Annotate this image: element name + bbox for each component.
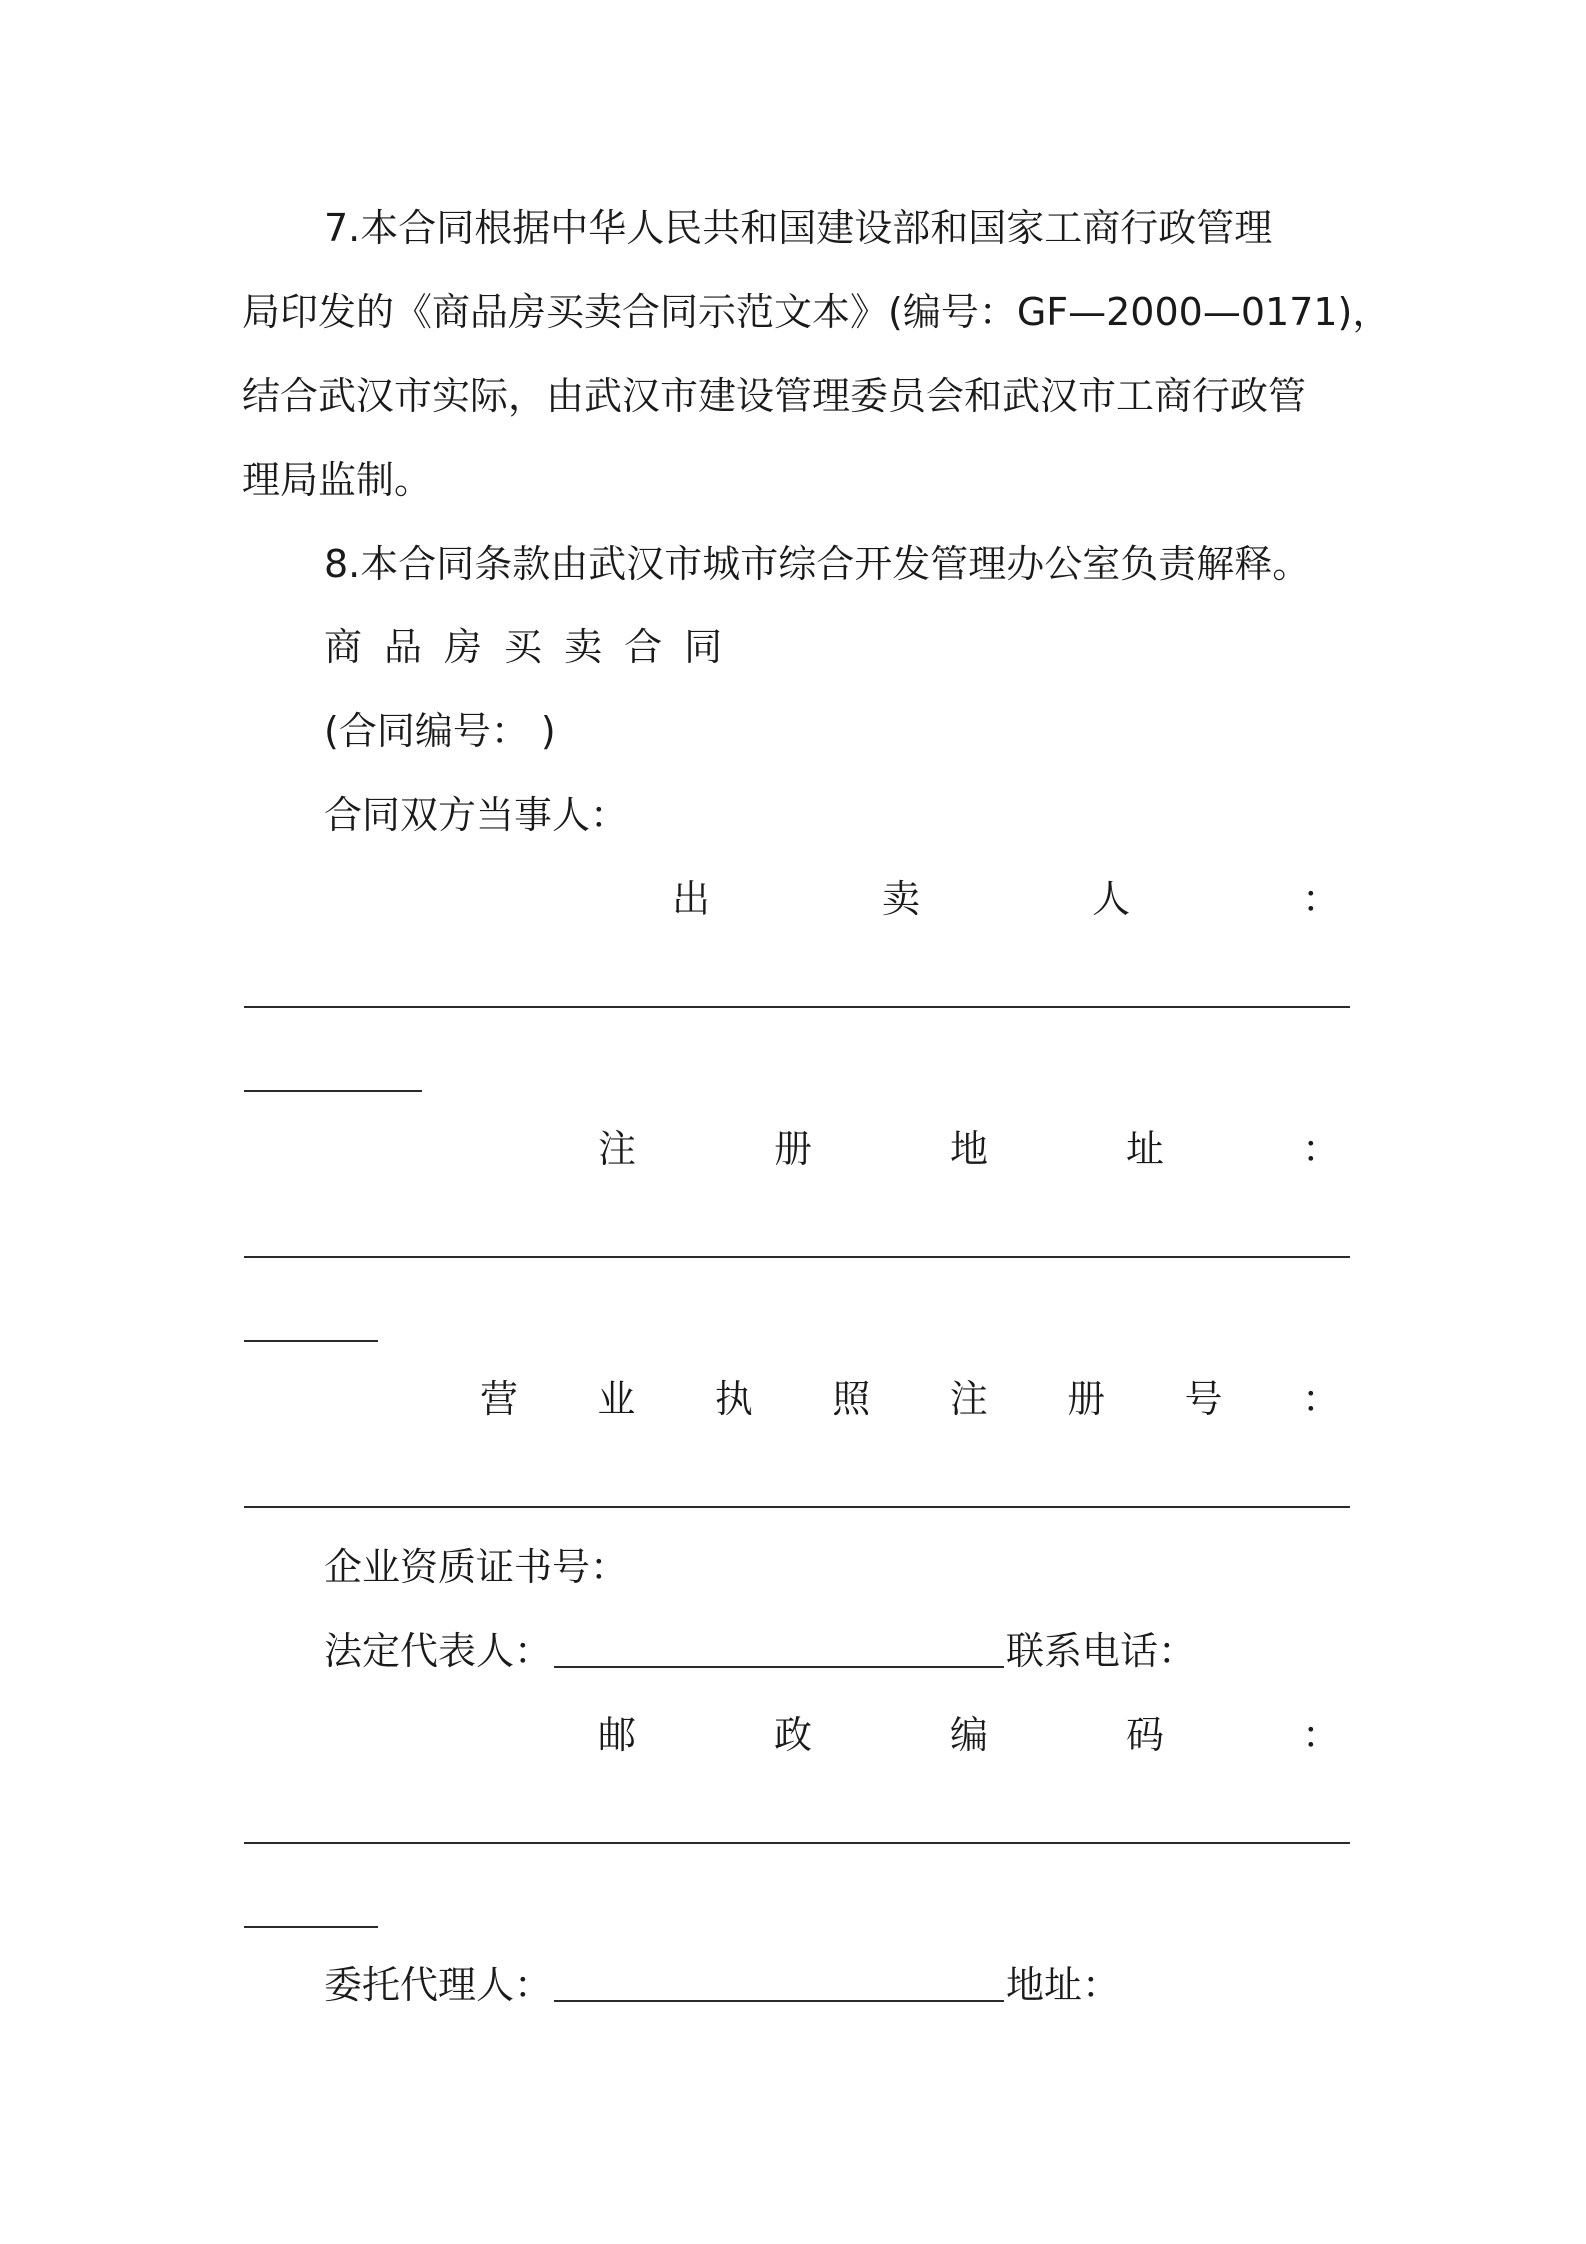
contract-title-char: 卖	[564, 625, 603, 669]
registered-address-label	[598, 1126, 1340, 1172]
parties-label: 合同双方当事人：	[324, 793, 629, 837]
seller-name-blank-line	[244, 1006, 1350, 1008]
agent-row	[324, 1962, 1354, 2008]
postal-code-blank-line	[244, 1842, 1350, 1844]
clause-7-line-2: 局印发的《商品房买卖合同示范文本》(编号：GF—2000—0171)，	[242, 290, 1391, 334]
legal-representative-blank	[554, 1666, 1004, 1668]
seller-label	[672, 876, 1340, 922]
qualification-label: 企业资质证书号：	[324, 1545, 629, 1589]
phone-label: 联系电话：	[1006, 1629, 1197, 1673]
postal-code-blank-line-tail	[244, 1926, 378, 1928]
business-license-char: 照	[832, 1377, 871, 1421]
business-license-blank-line	[244, 1506, 1350, 1508]
registered-address-char: 址	[1125, 1127, 1164, 1171]
registered-address-char: ：	[1301, 1127, 1340, 1171]
postal-code-char: 政	[773, 1713, 812, 1757]
clause-7-line-1: 7.本合同根据中华人民共和国建设部和国家工商行政管理	[324, 206, 1273, 250]
contract-title	[324, 624, 1354, 670]
postal-code-char: ：	[1301, 1713, 1340, 1757]
contract-title-char: 品	[384, 625, 423, 669]
agent-address-label: 地址：	[1006, 1963, 1121, 2007]
seller-label-char: 出	[672, 877, 711, 921]
registered-address-blank-line-tail	[244, 1340, 378, 1342]
business-license-char: 册	[1067, 1377, 1106, 1421]
registered-address-char: 册	[773, 1127, 812, 1171]
postal-code-char: 邮	[598, 1713, 637, 1757]
registered-address-char: 地	[949, 1127, 988, 1171]
registered-address-char: 注	[598, 1127, 637, 1171]
business-license-char: 执	[714, 1377, 753, 1421]
agent-label: 委托代理人：	[324, 1963, 553, 2007]
seller-label-char: 卖	[881, 877, 920, 921]
contract-title-char: 同	[684, 625, 723, 669]
seller-name-blank-line-tail	[244, 1090, 422, 1092]
legal-representative-row	[324, 1628, 1354, 1674]
clause-7-line-3: 结合武汉市实际，由武汉市建设管理委员会和武汉市工商行政管	[242, 374, 1307, 418]
seller-label-char: ：	[1301, 877, 1340, 921]
agent-blank	[554, 2000, 1004, 2002]
clause-7-line-4: 理局监制。	[242, 458, 433, 502]
business-license-char: 营	[480, 1377, 519, 1421]
registered-address-blank-line	[244, 1256, 1350, 1258]
business-license-label	[480, 1376, 1340, 1422]
business-license-char: 业	[597, 1377, 636, 1421]
postal-code-char: 编	[949, 1713, 988, 1757]
business-license-char: 号	[1184, 1377, 1223, 1421]
business-license-char: ：	[1301, 1377, 1340, 1421]
clause-8-line-1: 8.本合同条款由武汉市城市综合开发管理办公室负责解释。	[324, 542, 1311, 586]
contract-number-label: (合同编号： )	[324, 709, 556, 753]
postal-code-label	[598, 1712, 1340, 1758]
contract-title-char: 买	[504, 625, 543, 669]
business-license-char: 注	[949, 1377, 988, 1421]
contract-title-char: 合	[624, 625, 663, 669]
seller-label-char: 人	[1091, 877, 1130, 921]
legal-representative-label: 法定代表人：	[324, 1629, 553, 1673]
postal-code-char: 码	[1125, 1713, 1164, 1757]
contract-title-char: 商	[324, 625, 363, 669]
contract-title-char: 房	[444, 625, 483, 669]
